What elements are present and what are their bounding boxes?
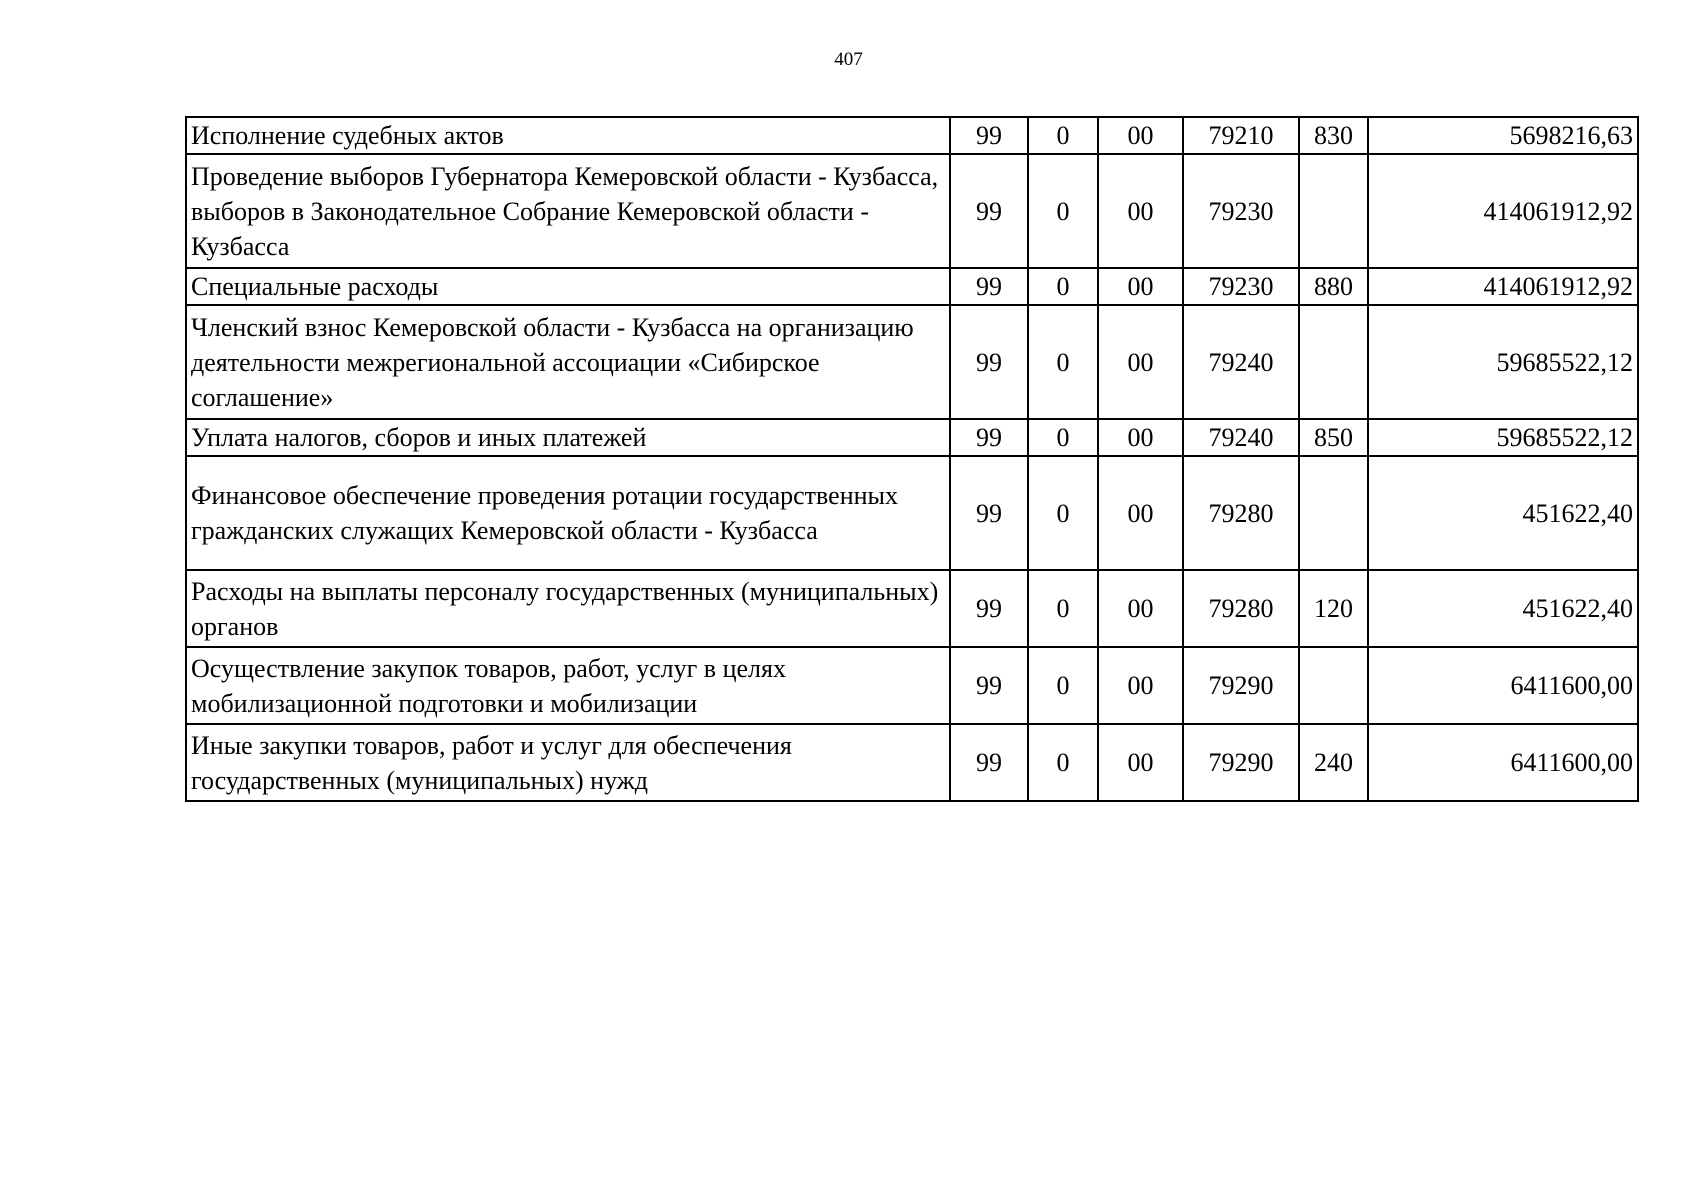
amount-cell: 6411600,00 [1368, 647, 1638, 724]
item-name-cell: Финансовое обеспечение проведения ротации государственных гражданских служащих Кемеровской области - Кузбасса [186, 456, 950, 570]
code-cell-3: 00 [1098, 117, 1183, 154]
code-cell-5: 850 [1299, 419, 1368, 456]
item-name-cell: Расходы на выплаты персоналу государственных (муниципальных) органов [186, 570, 950, 647]
code-cell-5: 120 [1299, 570, 1368, 647]
item-name-cell: Специальные расходы [186, 268, 950, 305]
code-cell-1: 99 [950, 305, 1028, 419]
amount-cell: 6411600,00 [1368, 724, 1638, 801]
item-name-cell: Уплата налогов, сборов и иных платежей [186, 419, 950, 456]
code-cell-4: 79290 [1183, 724, 1299, 801]
code-cell-2: 0 [1028, 117, 1098, 154]
table-row [186, 419, 1638, 456]
code-cell-4: 79280 [1183, 456, 1299, 570]
table-row [186, 724, 1638, 801]
code-cell-2: 0 [1028, 456, 1098, 570]
amount-cell: 5698216,63 [1368, 117, 1638, 154]
table-row [186, 117, 1638, 154]
table-row [186, 305, 1638, 419]
code-cell-1: 99 [950, 724, 1028, 801]
code-cell-4: 79230 [1183, 268, 1299, 305]
code-cell-1: 99 [950, 647, 1028, 724]
code-cell-5 [1299, 647, 1368, 724]
table-row [186, 268, 1638, 305]
item-name-cell: Осуществление закупок товаров, работ, услуг в целях мобилизационной подготовки и мобилизации [186, 647, 950, 724]
amount-cell: 414061912,92 [1368, 154, 1638, 268]
amount-cell: 451622,40 [1368, 570, 1638, 647]
code-cell-4: 79290 [1183, 647, 1299, 724]
code-cell-2: 0 [1028, 647, 1098, 724]
code-cell-5: 830 [1299, 117, 1368, 154]
code-cell-1: 99 [950, 154, 1028, 268]
code-cell-2: 0 [1028, 154, 1098, 268]
item-name-cell: Исполнение судебных актов [186, 117, 950, 154]
amount-cell: 59685522,12 [1368, 419, 1638, 456]
code-cell-5 [1299, 154, 1368, 268]
item-name-cell: Иные закупки товаров, работ и услуг для обеспечения государственных (муниципальных) нужд [186, 724, 950, 801]
code-cell-1: 99 [950, 117, 1028, 154]
code-cell-4: 79240 [1183, 305, 1299, 419]
code-cell-5 [1299, 456, 1368, 570]
code-cell-3: 00 [1098, 724, 1183, 801]
table-row [186, 154, 1638, 268]
code-cell-3: 00 [1098, 154, 1183, 268]
code-cell-2: 0 [1028, 419, 1098, 456]
code-cell-2: 0 [1028, 724, 1098, 801]
item-name-cell: Членский взнос Кемеровской области - Кузбасса на организацию деятельности межрегиональной ассоциации «Сибирское соглашение» [186, 305, 950, 419]
page-number: 407 [834, 49, 863, 70]
code-cell-1: 99 [950, 268, 1028, 305]
code-cell-3: 00 [1098, 305, 1183, 419]
code-cell-1: 99 [950, 456, 1028, 570]
item-name-cell: Проведение выборов Губернатора Кемеровской области - Кузбасса, выборов в Законодательное Собрание Кемеровской области - Кузбасса [186, 154, 950, 268]
code-cell-4: 79240 [1183, 419, 1299, 456]
code-cell-4: 79280 [1183, 570, 1299, 647]
budget-table [185, 116, 1639, 802]
table-row [186, 570, 1638, 647]
table-body [186, 117, 1638, 801]
code-cell-2: 0 [1028, 570, 1098, 647]
code-cell-1: 99 [950, 570, 1028, 647]
table-row [186, 456, 1638, 570]
code-cell-3: 00 [1098, 570, 1183, 647]
code-cell-3: 00 [1098, 419, 1183, 456]
code-cell-1: 99 [950, 419, 1028, 456]
amount-cell: 451622,40 [1368, 456, 1638, 570]
code-cell-5: 880 [1299, 268, 1368, 305]
code-cell-4: 79230 [1183, 154, 1299, 268]
code-cell-4: 79210 [1183, 117, 1299, 154]
amount-cell: 414061912,92 [1368, 268, 1638, 305]
amount-cell: 59685522,12 [1368, 305, 1638, 419]
code-cell-5: 240 [1299, 724, 1368, 801]
code-cell-3: 00 [1098, 456, 1183, 570]
code-cell-3: 00 [1098, 268, 1183, 305]
code-cell-2: 0 [1028, 305, 1098, 419]
code-cell-2: 0 [1028, 268, 1098, 305]
code-cell-5 [1299, 305, 1368, 419]
code-cell-3: 00 [1098, 647, 1183, 724]
table-row [186, 647, 1638, 724]
